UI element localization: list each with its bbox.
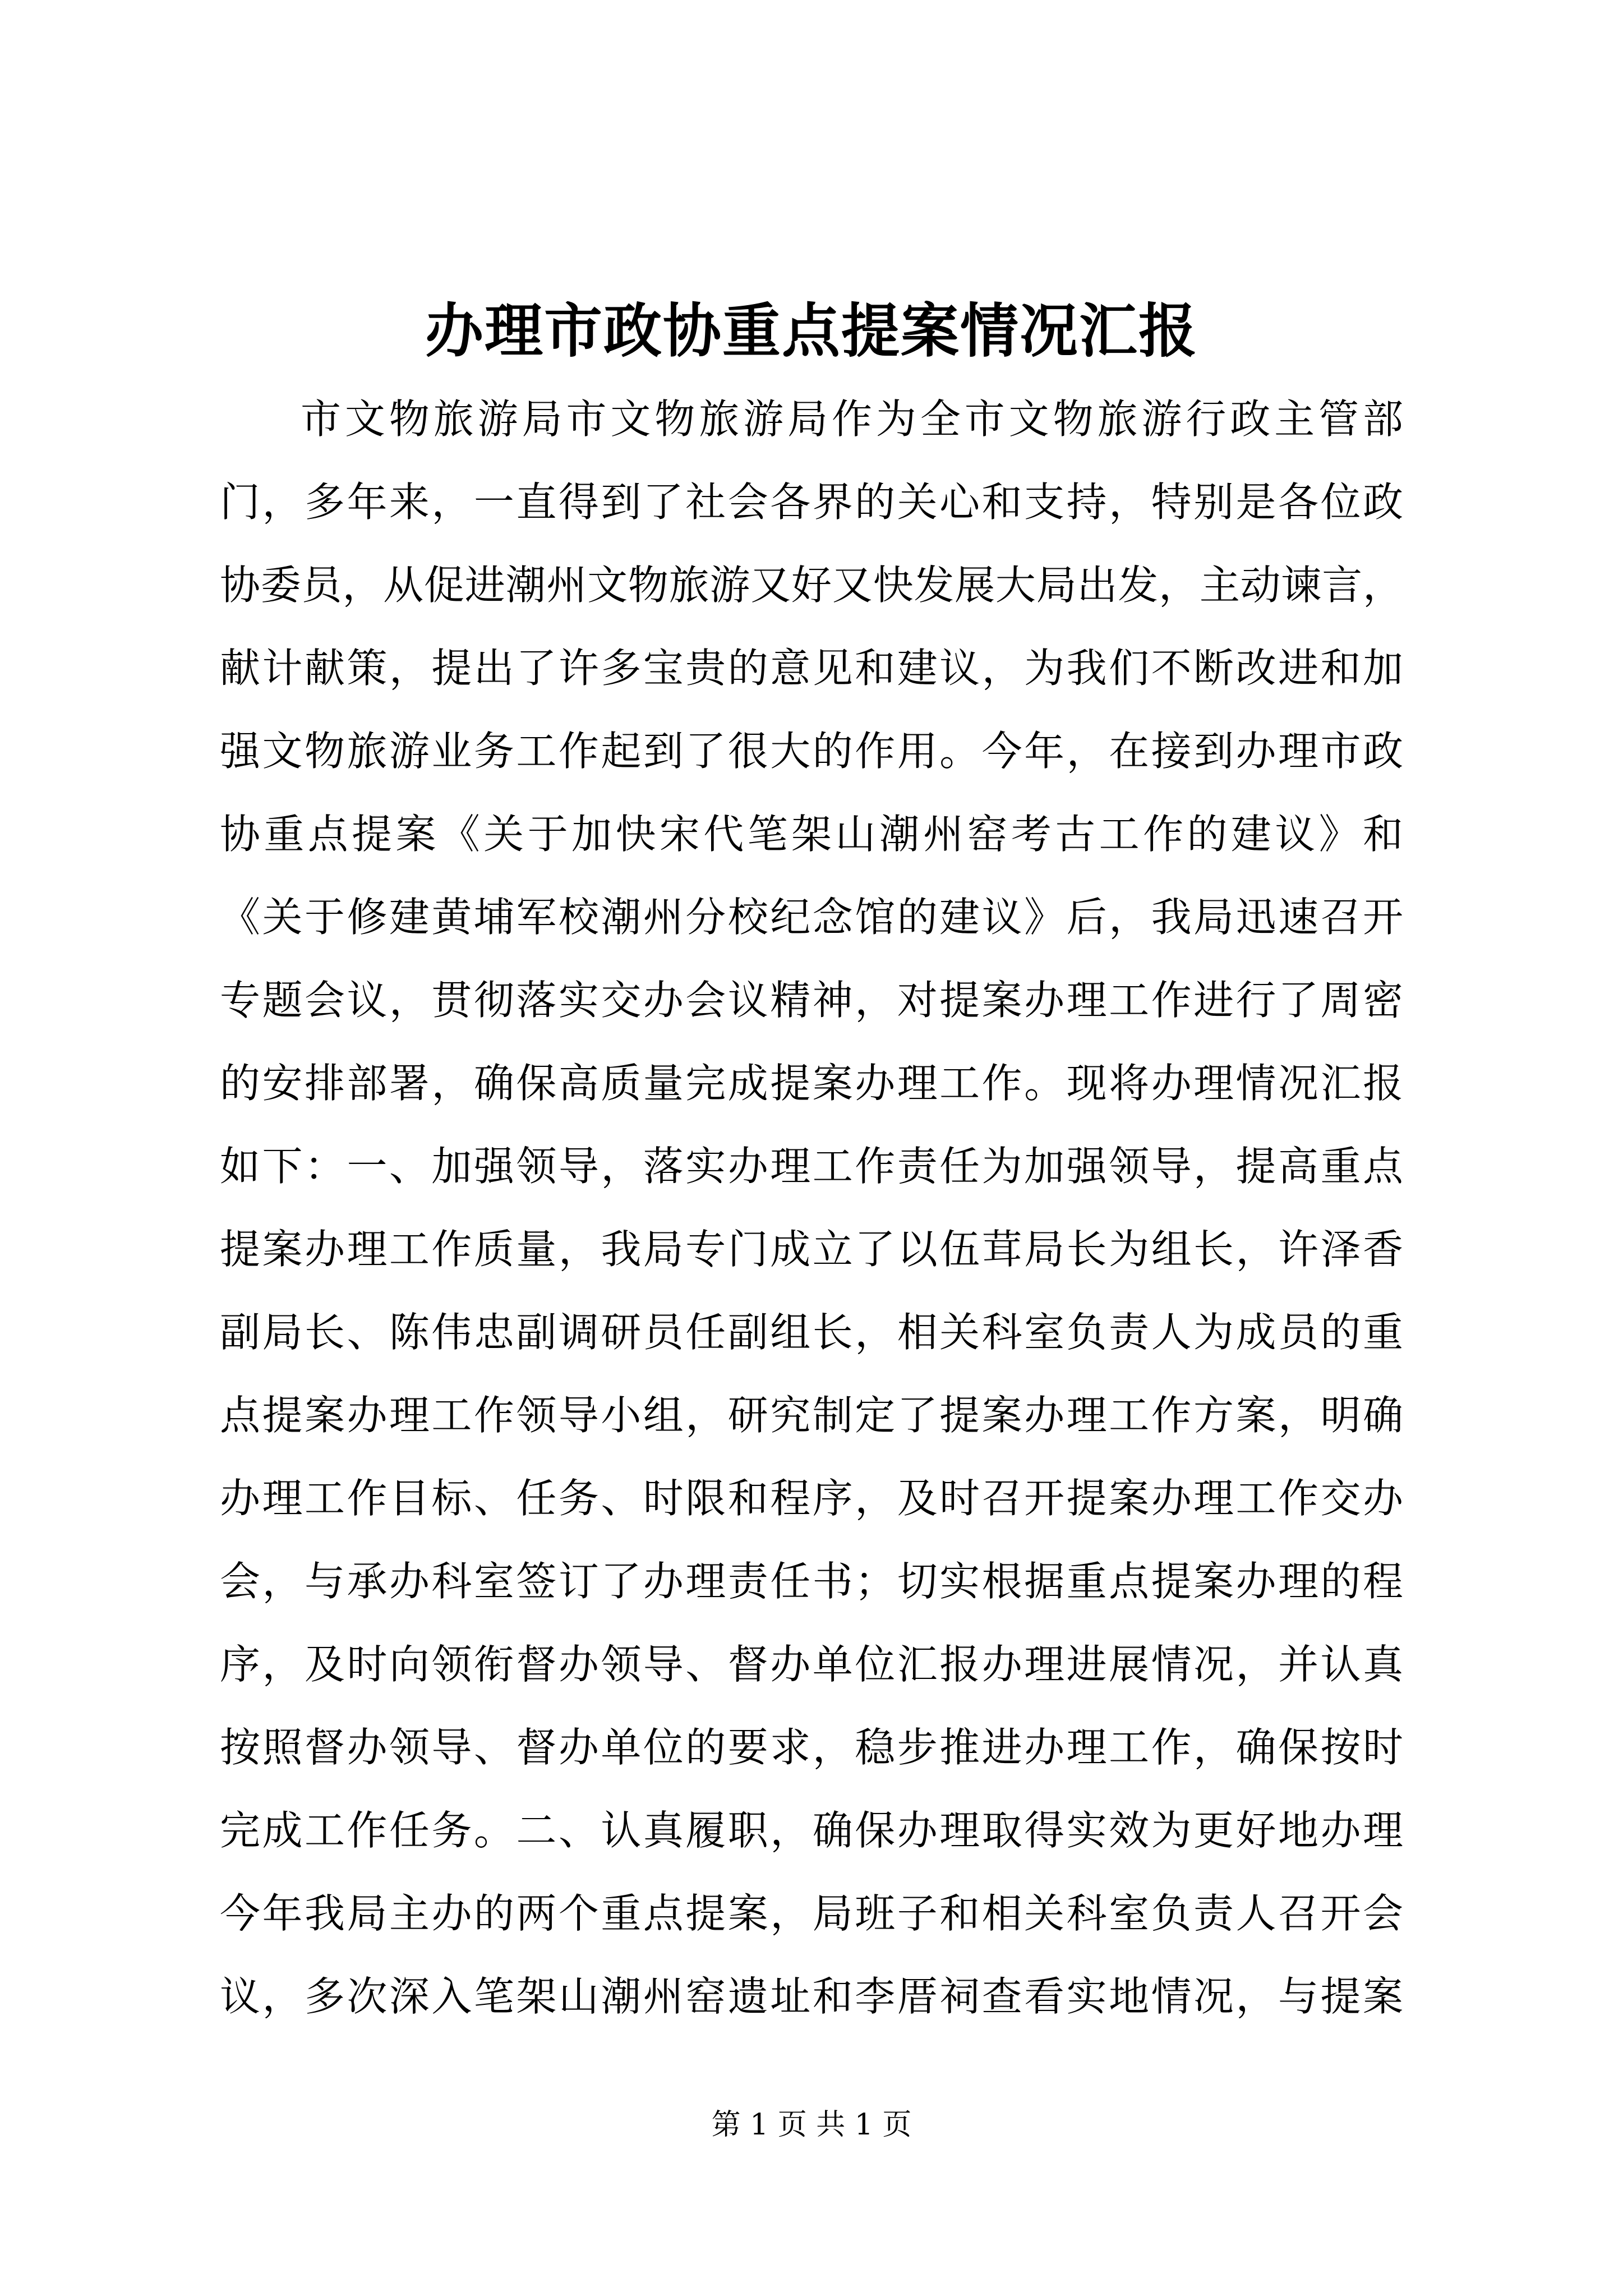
body-line: 会，与承办科室签订了办理责任书；切实根据重点提案办理的程 bbox=[220, 1558, 1403, 1605]
body-line: 序，及时向领衔督办领导、督办单位汇报办理进展情况，并认真 bbox=[220, 1641, 1403, 1688]
body-line: 副局长、陈伟忠副调研员任副组长，相关科室负责人为成员的重 bbox=[220, 1309, 1403, 1356]
body-line: 如下：一、加强领导，落实办理工作责任为加强领导，提高重点 bbox=[220, 1143, 1403, 1190]
page-number-footer: 第 1 页 共 1 页 bbox=[711, 2108, 912, 2142]
body-line: 门，多年来，一直得到了社会各界的关心和支持，特别是各位政 bbox=[220, 478, 1403, 526]
body-line: 强文物旅游业务工作起到了很大的作用。今年，在接到办理市政 bbox=[220, 728, 1403, 775]
body-line: 议，多次深入笔架山潮州窑遗址和李厝祠查看实地情况，与提案 bbox=[220, 1973, 1403, 2020]
body-line: 市文物旅游局市文物旅游局作为全市文物旅游行政主管部 bbox=[301, 395, 1403, 443]
body-line: 协重点提案《关于加快宋代笔架山潮州窑考古工作的建议》和 bbox=[220, 811, 1403, 858]
body-line: 按照督办领导、督办单位的要求，稳步推进办理工作，确保按时 bbox=[220, 1724, 1403, 1771]
body-line: 专题会议，贯彻落实交办会议精神，对提案办理工作进行了周密 bbox=[220, 977, 1403, 1024]
document-title: 办理市政协重点提案情况汇报 bbox=[425, 296, 1198, 365]
body-line: 献计献策，提出了许多宝贵的意见和建议，为我们不断改进和加 bbox=[220, 645, 1403, 692]
body-line: 的安排部署，确保高质量完成提案办理工作。现将办理情况汇报 bbox=[220, 1060, 1403, 1107]
body-line: 点提案办理工作领导小组，研究制定了提案办理工作方案，明确 bbox=[220, 1392, 1403, 1439]
document-body bbox=[220, 378, 1403, 2038]
body-line: 提案办理工作质量，我局专门成立了以伍茸局长为组长，许泽香 bbox=[220, 1226, 1403, 1273]
body-line: 协委员，从促进潮州文物旅游又好又快发展大局出发，主动谏言， bbox=[220, 562, 1403, 609]
body-line: 《关于修建黄埔军校潮州分校纪念馆的建议》后，我局迅速召开 bbox=[220, 894, 1403, 941]
body-line: 办理工作目标、任务、时限和程序，及时召开提案办理工作交办 bbox=[220, 1475, 1403, 1522]
body-line: 今年我局主办的两个重点提案，局班子和相关科室负责人召开会 bbox=[220, 1890, 1403, 1937]
body-line: 完成工作任务。二、认真履职，确保办理取得实效为更好地办理 bbox=[220, 1807, 1403, 1854]
